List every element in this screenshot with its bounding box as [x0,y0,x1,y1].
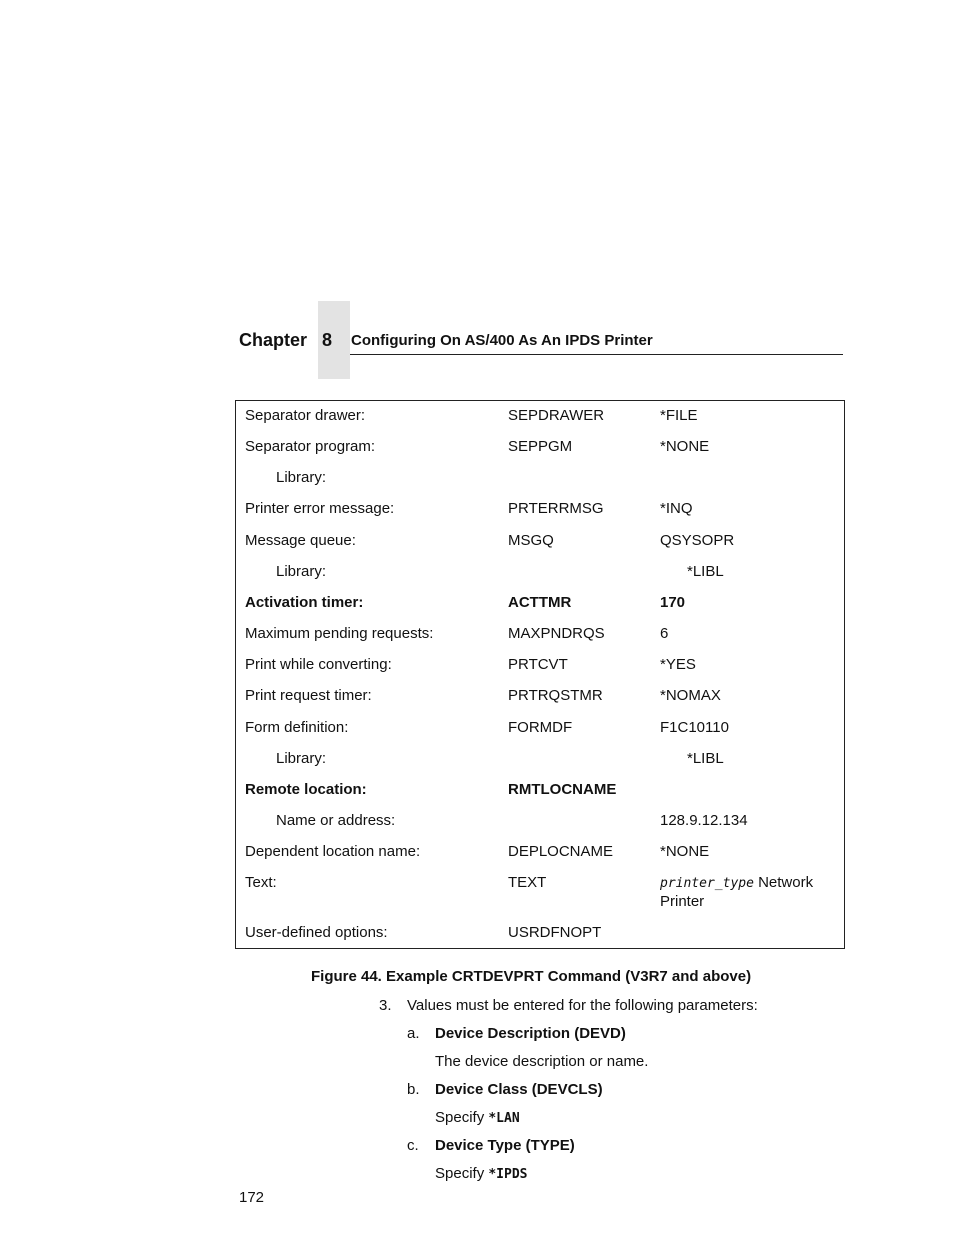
chapter-label: Chapter [239,330,308,350]
param-label: Library: [276,563,327,580]
param-value: *FILE [660,407,698,424]
header-rule [350,354,843,355]
item-letter: a. [407,1025,420,1042]
page-number: 172 [239,1189,265,1206]
param-keyword: FORMDF [508,719,573,736]
param-keyword: PRTCVT [508,656,568,673]
param-value-text: Network Printer [660,874,814,910]
param-value: *LIBL [687,563,724,580]
param-value: 128.9.12.134 [660,812,748,829]
item-heading: Device Description (DEVD) [435,1025,626,1042]
param-label: Library: [276,750,327,767]
param-value: *NONE [660,843,710,860]
param-label: Text: [245,874,277,891]
param-keyword: SEPDRAWER [508,407,605,424]
command-parameter-table [235,400,845,949]
param-keyword: ACTTMR [508,594,572,611]
param-keyword: PRTERRMSG [508,500,604,517]
param-keyword: PRTRQSTMR [508,687,603,704]
param-label: Name or address: [276,812,396,829]
item-heading: Device Type (TYPE) [435,1137,575,1154]
param-label: Separator drawer: [245,407,366,424]
param-keyword: MAXPNDRQS [508,625,605,642]
param-label: Activation timer: [245,594,364,611]
item-letter: c. [407,1137,419,1154]
param-value: *LIBL [687,750,724,767]
item-heading: Device Class (DEVCLS) [435,1081,603,1098]
param-keyword: USRDFNOPT [508,924,602,941]
param-keyword: MSGQ [508,532,554,549]
param-value: *NONE [660,438,710,455]
figure-caption: Figure 44. Example CRTDEVPRT Command (V3R7 and above) [311,968,752,985]
param-label: Dependent location name: [245,843,421,860]
item-description-text: Specify [435,1109,489,1126]
item-description [435,1109,520,1128]
param-label: Print while converting: [245,656,392,673]
param-label: Printer error message: [245,500,395,517]
item-description-text: The device description or name. [435,1053,649,1070]
param-value: *YES [660,656,696,673]
param-label: User-defined options: [245,924,388,941]
step-text: Values must be entered for the following parameters: [407,997,758,1014]
param-keyword: RMTLOCNAME [508,781,617,798]
param-value: QSYSOPR [660,532,735,549]
item-letter: b. [407,1081,420,1098]
item-description-code: *LAN [488,1111,520,1126]
chapter-title: Configuring On AS/400 As An IPDS Printer [351,332,653,349]
param-label: Form definition: [245,719,349,736]
chapter-number: 8 [322,330,333,350]
param-keyword: SEPPGM [508,438,573,455]
param-label: Message queue: [245,532,356,549]
param-label: Separator program: [245,438,376,455]
param-value: F1C10110 [660,719,729,736]
param-label: Remote location: [245,781,367,798]
item-description [435,1053,648,1072]
step-number: 3. [379,997,392,1014]
item-description [435,1165,528,1184]
param-value: *INQ [660,500,693,517]
param-label: Print request timer: [245,687,372,704]
param-value-code: printer_type [660,876,754,891]
param-value: 6 [660,625,669,642]
param-value: 170 [660,594,686,611]
item-description-code: *IPDS [488,1167,528,1182]
param-value [660,874,838,911]
item-description-text: Specify [435,1165,489,1182]
param-value: *NOMAX [660,687,721,704]
param-label: Maximum pending requests: [245,625,434,642]
param-keyword: TEXT [508,874,547,891]
param-keyword: DEPLOCNAME [508,843,614,860]
param-label: Library: [276,469,327,486]
